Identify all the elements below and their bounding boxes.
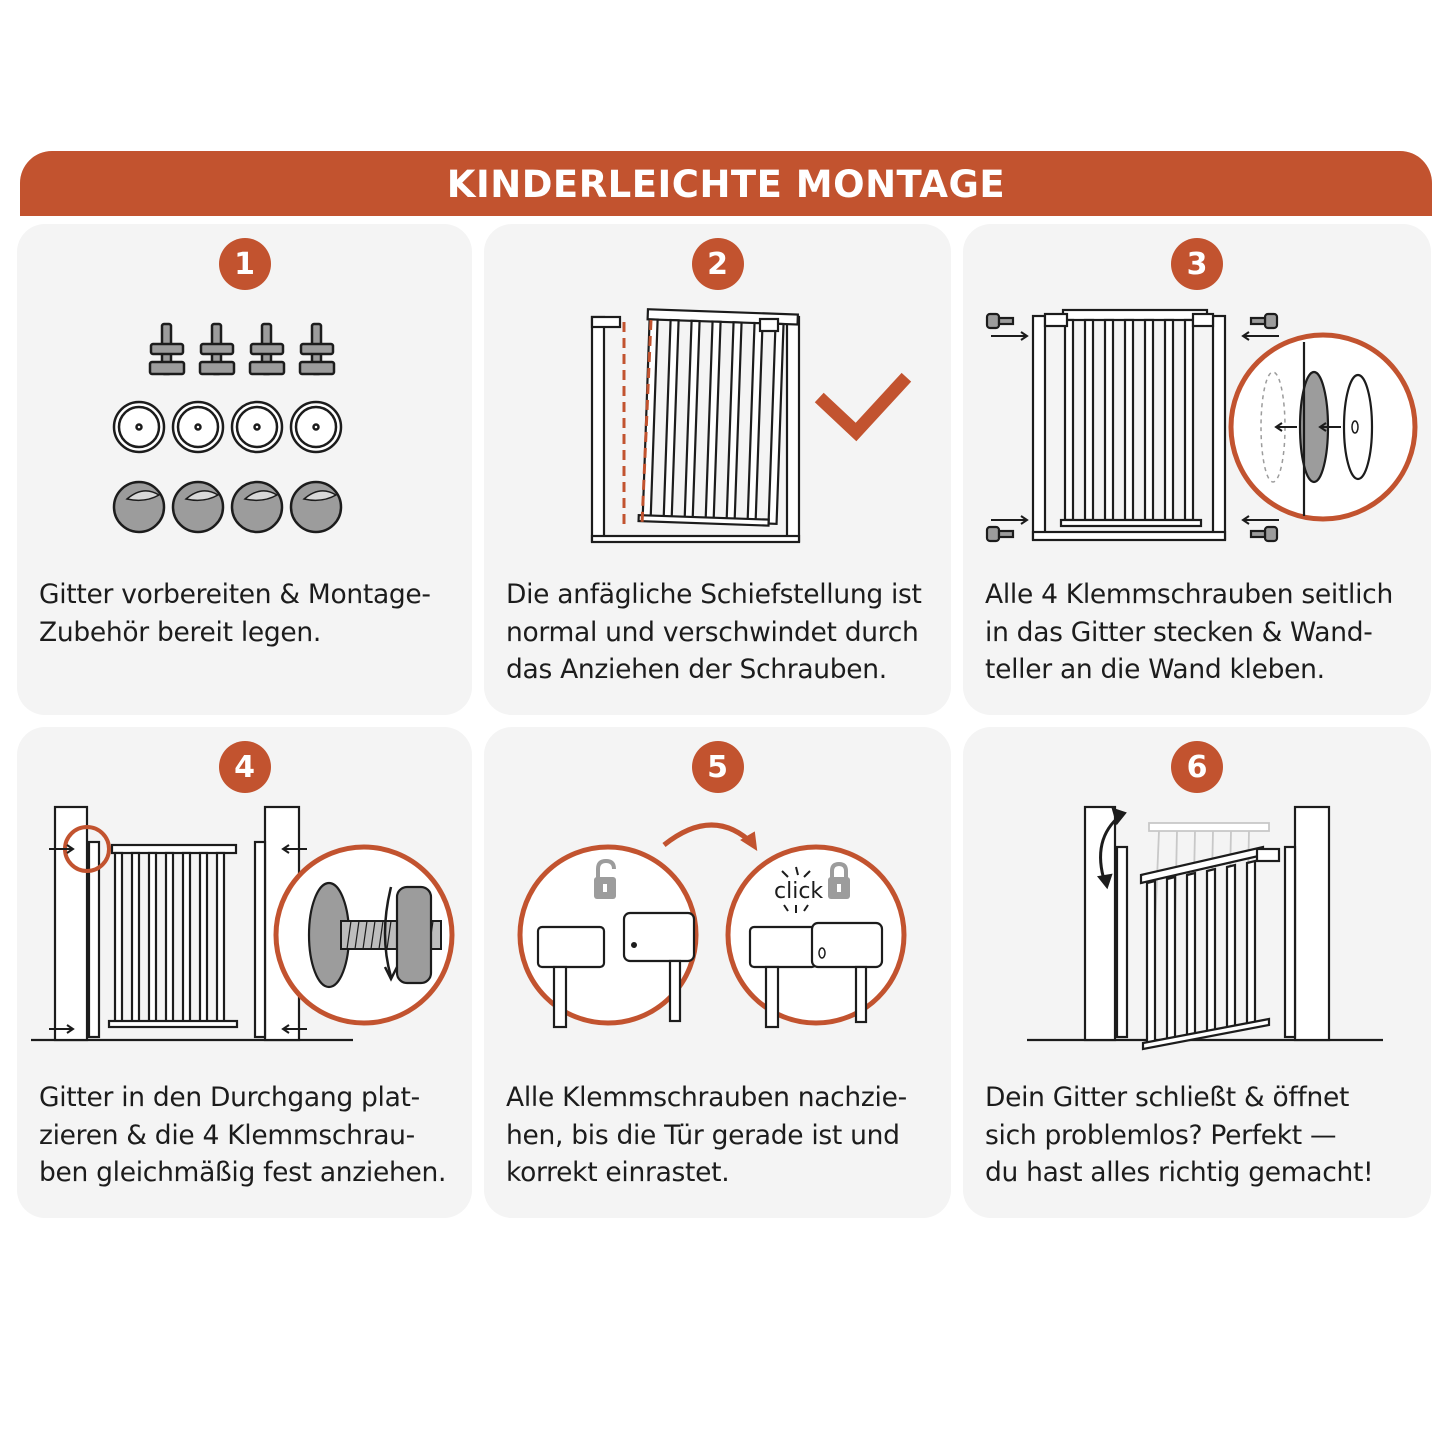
clamp-screw-icon: [150, 324, 334, 374]
step-card-6: [963, 727, 1431, 1218]
locked-latch-icon: [728, 847, 904, 1027]
step-badge: 6: [1171, 741, 1223, 793]
step-badge: 5: [692, 741, 744, 793]
step-badge: 2: [692, 238, 744, 290]
step-description: Alle 4 Klemmschrauben seitlich in das Gitter stecken & Wand- teller an die Wand kleben.: [985, 579, 1393, 685]
step-card-2: [484, 224, 951, 715]
doorway-installation-illustration: [17, 727, 472, 1077]
transition-arrow: [664, 825, 754, 845]
step-badge: 3: [1171, 238, 1223, 290]
screw-tightening-detail-icon: [276, 847, 452, 1023]
step-card-3: [963, 224, 1431, 715]
step-description: Dein Gitter schließt & öffnet sich problemlos? Perfekt — du hast alles richtig gemacht!: [985, 1082, 1374, 1188]
step-description: Die anfägliche Schiefstellung ist normal und verschwindet durch das Anziehen der Schrauben.: [506, 579, 922, 685]
step-description: Alle Klemmschrauben nachzie- hen, bis die Tür gerade ist und korrekt einrastet.: [506, 1082, 907, 1188]
click-label: click: [774, 879, 824, 904]
adhesive-pad-icon: [114, 482, 341, 532]
latch-illustration: [484, 727, 951, 1077]
step-badge: 1: [219, 238, 271, 290]
title-banner: [20, 151, 1432, 216]
tilted-gate-illustration: [484, 224, 951, 574]
step-card-5: [484, 727, 951, 1218]
page-title: KINDERLEICHTE MONTAGE: [446, 163, 1006, 206]
step-description: Gitter vorbereiten & Montage- Zubehör bereit legen.: [39, 579, 431, 648]
wall-plate-detail-icon: [1231, 335, 1415, 519]
opening-gate-icon: [1027, 807, 1383, 1049]
step-card-1: [17, 224, 472, 715]
step-description: Gitter in den Durchgang plat- zieren & die 4 Klemmschrau- ben gleichmäßig fest anziehen.: [39, 1082, 447, 1188]
gate-opening-illustration: [963, 727, 1431, 1077]
wall-plate-icon: [114, 402, 341, 452]
unlocked-latch-icon: [520, 847, 696, 1027]
step-card-4: [17, 727, 472, 1218]
screws-and-wall-plates-illustration: [963, 224, 1431, 574]
step-badge: 4: [219, 741, 271, 793]
accessories-illustration: [17, 224, 472, 574]
checkmark-icon: [824, 382, 902, 432]
